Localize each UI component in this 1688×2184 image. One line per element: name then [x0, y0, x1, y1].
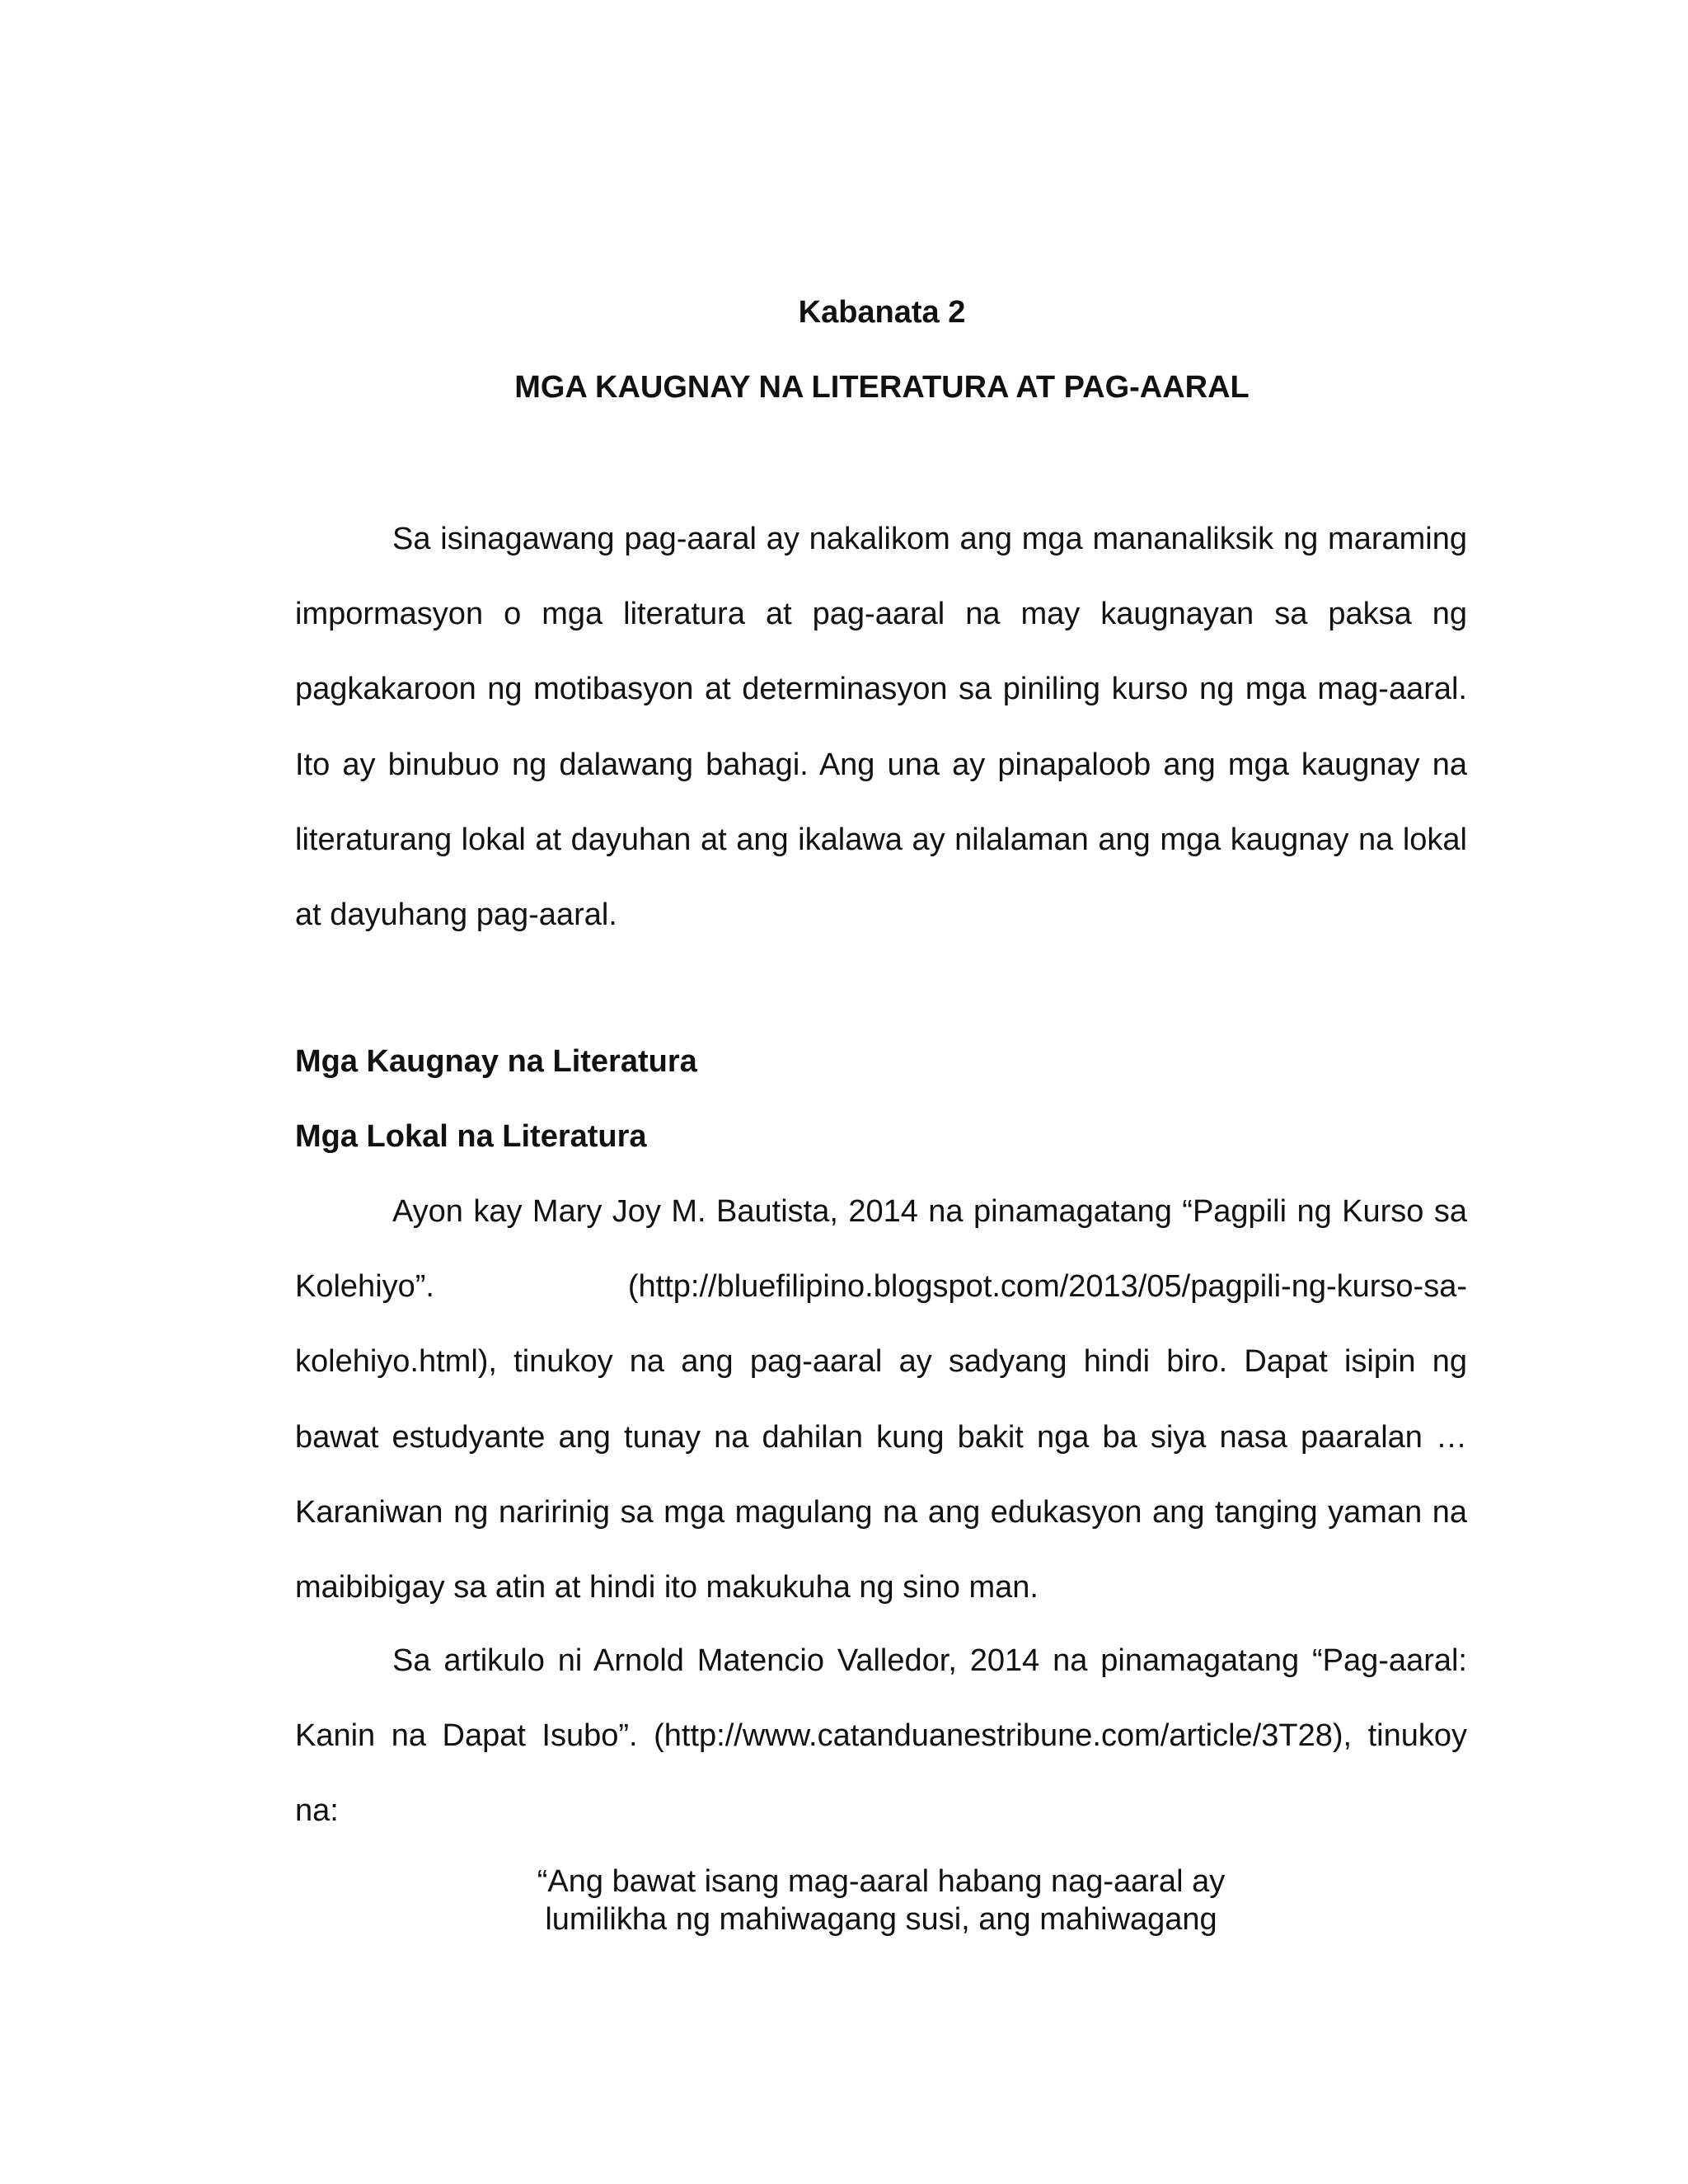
bautista-paragraph [295, 1174, 1467, 1625]
section-heading-literature: Mga Kaugnay na Literatura [295, 1044, 697, 1079]
bautista-text: Ayon kay Mary Joy M. Bautista, 2014 na pinamagatang “Pagpili ng Kurso sa Kolehiyo”. (http://bluefilipino.blogspot.com/2013/05/pagpili-ng-kurso-sa-kolehiyo.html), tinukoy na ang pag-aaral ay sadyang hindi biro. Dapat isipin ng bawat estudyante ang tunay na dahilan kung bakit nga ba siya nasa paaralan … Karaniwan ng naririnig sa mga magulang na ang edukasyon ang tanging yaman na maibibigay sa atin at hindi ito makukuha ng sino man. [295, 1194, 1467, 1605]
block-quote [295, 1863, 1467, 1938]
intro-paragraph [295, 502, 1467, 953]
valledor-text: Sa artikulo ni Arnold Matencio Valledor, 2014 na pinamagatang “Pag-aaral: Kanin na Dapat Isubo”. (http://www.catanduanestribune.com/article/3T28), tinukoy na: [295, 1643, 1467, 1829]
quote-line: “Ang bawat isang mag-aaral habang nag-aaral ay [537, 1864, 1226, 1899]
subsection-heading-local: Mga Lokal na Literatura [295, 1119, 647, 1154]
quote-line: lumilikha ng mahiwagang susi, ang mahiwagang [545, 1902, 1217, 1937]
intro-text: Sa isinagawang pag-aaral ay nakalikom ang mga mananaliksik ng maraming impormasyon o mga literatura at pag-aaral na may kaugnayan sa paksa ng pagkakaroon ng motibasyon at determinasyon sa piniling kurso ng mga mag-aaral. Ito ay binubuo ng dalawang bahagi. Ang una ay pinapaloob ang mga kaugnay na literaturang lokal at dayuhan at ang ikalawa ay nilalaman ang mga kaugnay na lokal at dayuhang pag-aaral. [295, 522, 1467, 933]
valledor-paragraph [295, 1624, 1467, 1849]
chapter-label: Kabanata 2 [798, 295, 966, 330]
chapter-title: MGA KAUGNAY NA LITERATURA AT PAG-AARAL [514, 370, 1250, 405]
